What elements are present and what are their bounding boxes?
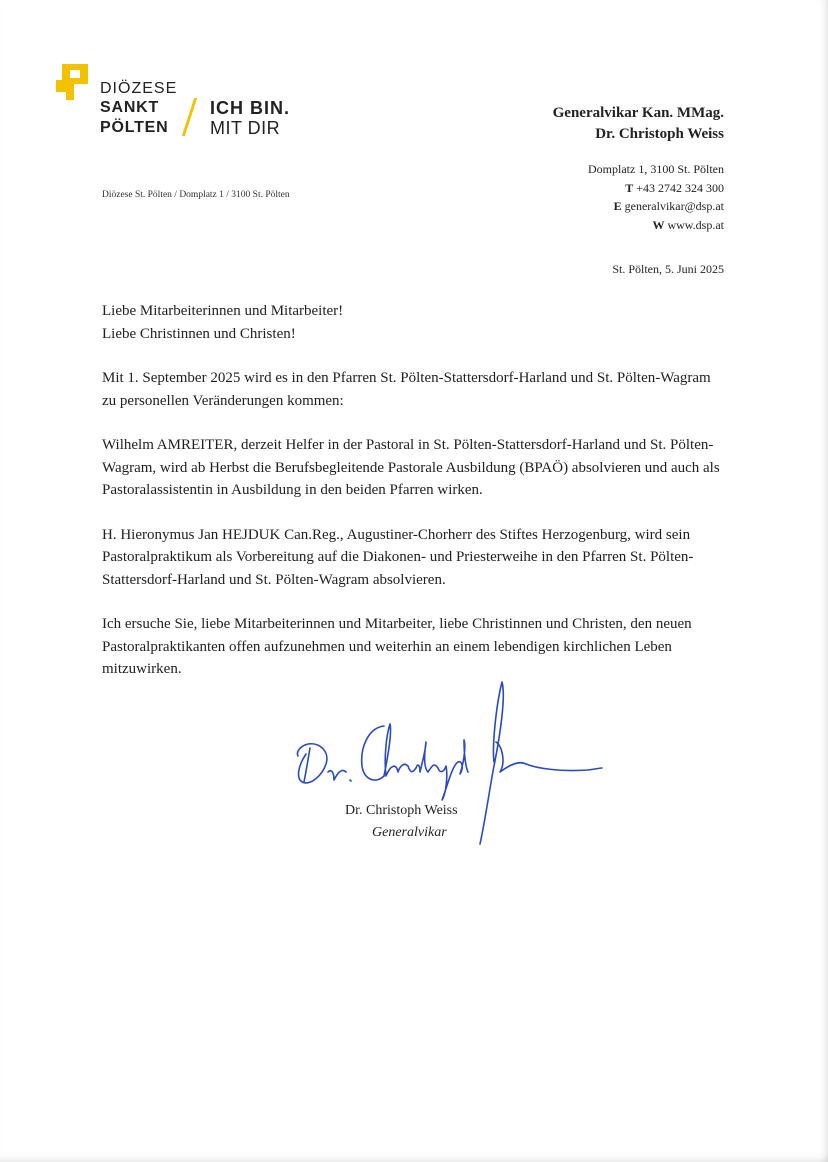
email-value: generalvikar@dsp.at	[624, 199, 724, 213]
signatory-name: Dr. Christoph Weiss	[345, 803, 458, 818]
phone-value: +43 2742 324 300	[636, 180, 724, 195]
logo-line-sankt: SANKT	[100, 99, 160, 116]
sender-title	[553, 103, 724, 145]
logo-line-poelten: PÖLTEN	[100, 119, 169, 136]
web-value: www.dsp.at	[667, 217, 724, 232]
return-address-line: Diözese St. Pölten / Domplatz 1 / 3100 St. Pölten	[102, 190, 290, 200]
logo-slash-divider	[182, 98, 197, 136]
sender-title-line-2: Dr. Christoph Weiss	[595, 126, 724, 142]
contact-web	[588, 216, 724, 235]
contact-block	[588, 160, 724, 234]
email-label: E	[613, 199, 622, 213]
handwritten-signature	[288, 676, 608, 851]
paragraph-4: Ich ersuche Sie, liebe Mitarbeiterinnen und Mitarbeiter, liebe Christinnen und Christen, den neuen Pastoralpraktikanten offen aufzunehmen und weiterhin an einem lebendigen kirchlichen Leben mitzuwirken.	[102, 616, 692, 677]
letter-body	[102, 300, 724, 703]
contact-email	[588, 197, 724, 216]
greeting-line-1: Liebe Mitarbeiterinnen und Mitarbeiter!	[102, 303, 344, 319]
logo-line-dioezese: DIÖZESE	[100, 80, 178, 97]
motto-line-1: ICH BIN.	[210, 98, 290, 118]
contact-address: Domplatz 1, 3100 St. Pölten	[588, 162, 724, 176]
sender-title-line-1: Generalvikar Kan. MMag.	[552, 105, 724, 121]
paragraph-2: Wilhelm AMREITER, derzeit Helfer in der Pastoral in St. Pölten-Stattersdorf-Harland und St. Pölten-Wagram, wird ab Herbst die Berufsbegleitende Pastorale Ausbildung (BPAÖ) absolvieren und auch als Pastoralassistentin in Ausbildung in den beiden Pfarren wirken.	[102, 437, 720, 498]
paragraph-3: H. Hieronymus Jan HEJDUK Can.Reg., Augustiner-Chorherr des Stiftes Herzogenburg, wird sein Pastoralpraktikum als Vorbereitung auf die Diakonen- und Priesterweihe in den Pfarren St. Pölten-Stattersdorf-Harland und St. Pölten-Wagram absolvieren.	[102, 526, 694, 588]
letter-date: St. Pölten, 5. Juni 2025	[612, 262, 724, 276]
signatory-role: Generalvikar	[372, 825, 447, 840]
greeting-line-2: Liebe Christinnen und Christen!	[102, 325, 296, 342]
motto-line-2: MIT DIR	[210, 118, 281, 138]
diocese-logo	[54, 62, 90, 102]
greeting	[102, 300, 724, 345]
contact-phone	[588, 179, 724, 198]
web-label: W	[652, 217, 665, 232]
phone-label: T	[625, 180, 634, 195]
paragraph-1: Mit 1. September 2025 wird es in den Pfarren St. Pölten-Stattersdorf-Harland und St. Pölten-Wagram zu personellen Veränderungen kommen:	[102, 370, 711, 409]
cross-logo-icon	[54, 62, 90, 102]
signature-icon	[288, 676, 608, 846]
